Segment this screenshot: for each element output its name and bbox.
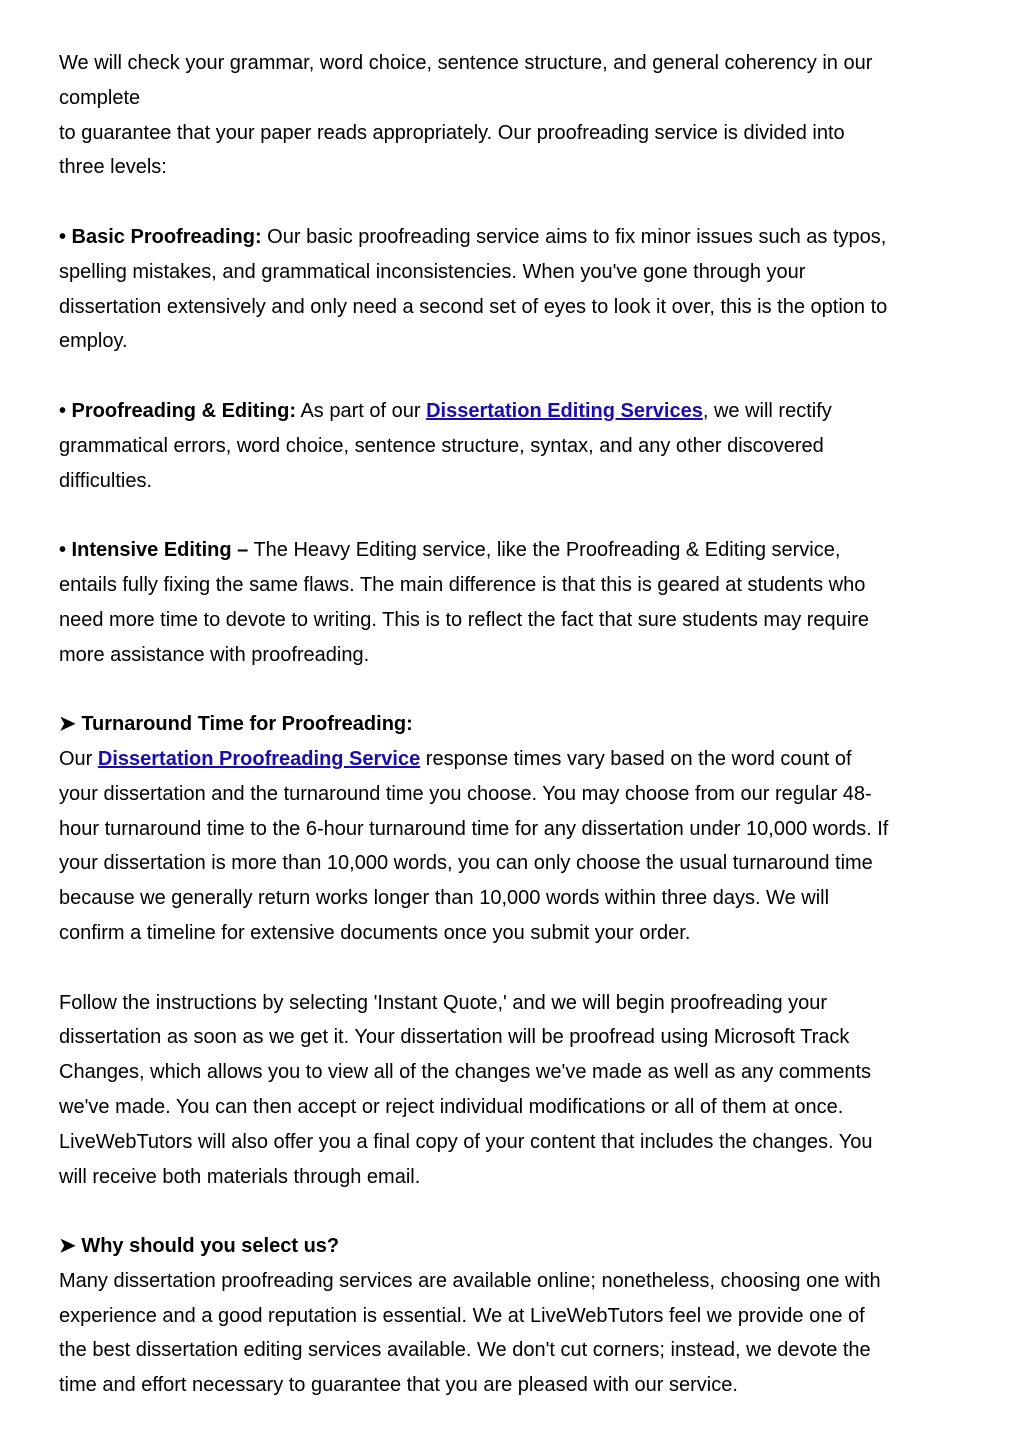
intensive-line (59, 533, 971, 568)
intensive-editing-label: • Intensive Editing – (59, 539, 249, 562)
turnaround-line (59, 742, 971, 777)
basic-line: employ. (59, 330, 128, 353)
dissertation-editing-services-link[interactable]: Dissertation Editing Services (426, 399, 703, 422)
instructions-line: Changes, which allows you to view all of the changes we've made as well as any comments (59, 1061, 872, 1084)
basic-text: Our basic proofreading service aims to fix minor issues such as typos, (261, 225, 887, 248)
editing-text: As part of our (296, 399, 427, 422)
instructions-line: Follow the instructions by selecting 'Instant Quote,' and we will begin proofreading your (59, 991, 828, 1014)
instructions-line: will receive both materials through email. (59, 1165, 421, 1188)
intro-paragraph (59, 46, 971, 185)
editing-line: grammatical errors, word choice, sentence structure, syntax, and any other discovered (59, 434, 824, 457)
why-line: time and effort necessary to guarantee that you are pleased with our service. (59, 1374, 738, 1397)
why-heading: ➤ Why should you select us? (59, 1235, 340, 1258)
intro-line: We will check your grammar, word choice, sentence structure, and general coherency in our (59, 52, 873, 74)
turnaround-text: response times vary based on the word count of (420, 747, 852, 770)
turnaround-line: because we generally return works longer than 10,000 words within three days. We will (59, 887, 830, 910)
proofreading-editing-paragraph (59, 394, 971, 498)
instructions-paragraph (59, 986, 971, 1195)
why-line: Many dissertation proofreading services are available online; nonetheless, choosing one with (59, 1269, 881, 1292)
instructions-line: LiveWebTutors will also offer you a final copy of your content that includes the changes. You (59, 1130, 873, 1153)
intro-line: complete (59, 86, 141, 109)
basic-line (59, 220, 971, 255)
intensive-editing-paragraph (59, 533, 971, 672)
intro-line: three levels: (59, 156, 167, 179)
basic-line: dissertation extensively and only need a second set of eyes to look it over, this is the option to (59, 295, 888, 318)
instructions-line: we've made. You can then accept or reject individual modifications or all of them at once. (59, 1095, 844, 1118)
intensive-line: need more time to devote to writing. This is to reflect the fact that sure students may require (59, 608, 870, 631)
why-section (59, 1229, 971, 1403)
why-line: experience and a good reputation is essential. We at LiveWebTutors feel we provide one of (59, 1304, 865, 1327)
basic-proofreading-label: • Basic Proofreading: (59, 225, 262, 248)
turnaround-line: your dissertation is more than 10,000 words, you can only choose the usual turnaround time (59, 852, 873, 875)
turnaround-heading: ➤ Turnaround Time for Proofreading: (59, 713, 413, 736)
dissertation-proofreading-service-link[interactable]: Dissertation Proofreading Service (97, 747, 421, 770)
intensive-text: The Heavy Editing service, like the Proofreading & Editing service, (248, 539, 841, 562)
intro-line: to guarantee that your paper reads appropriately. Our proofreading service is divided into (59, 121, 845, 144)
document-page (59, 46, 971, 1403)
turnaround-line: hour turnaround time to the 6-hour turnaround time for any dissertation under 10,000 words. If (59, 817, 889, 840)
turnaround-line: confirm a timeline for extensive documents once you submit your order. (59, 921, 691, 944)
intensive-line: more assistance with proofreading. (59, 643, 370, 666)
editing-line (59, 394, 971, 429)
turnaround-text: Our (59, 747, 98, 770)
turnaround-line: your dissertation and the turnaround time you choose. You may choose from our regular 48- (59, 782, 872, 805)
why-line: the best dissertation editing services available. We don't cut corners; instead, we devote the (59, 1339, 871, 1362)
turnaround-section (59, 707, 971, 951)
instructions-line: dissertation as soon as we get it. Your dissertation will be proofread using Microsoft Track (59, 1026, 850, 1049)
editing-text: , we will rectify (702, 399, 832, 422)
intensive-line: entails fully fixing the same flaws. The main difference is that this is geared at students who (59, 573, 866, 596)
proofreading-editing-label: • Proofreading & Editing: (59, 399, 296, 422)
basic-line: spelling mistakes, and grammatical inconsistencies. When you've gone through your (59, 260, 806, 283)
basic-proofreading-paragraph (59, 220, 971, 359)
editing-line: difficulties. (59, 469, 153, 492)
